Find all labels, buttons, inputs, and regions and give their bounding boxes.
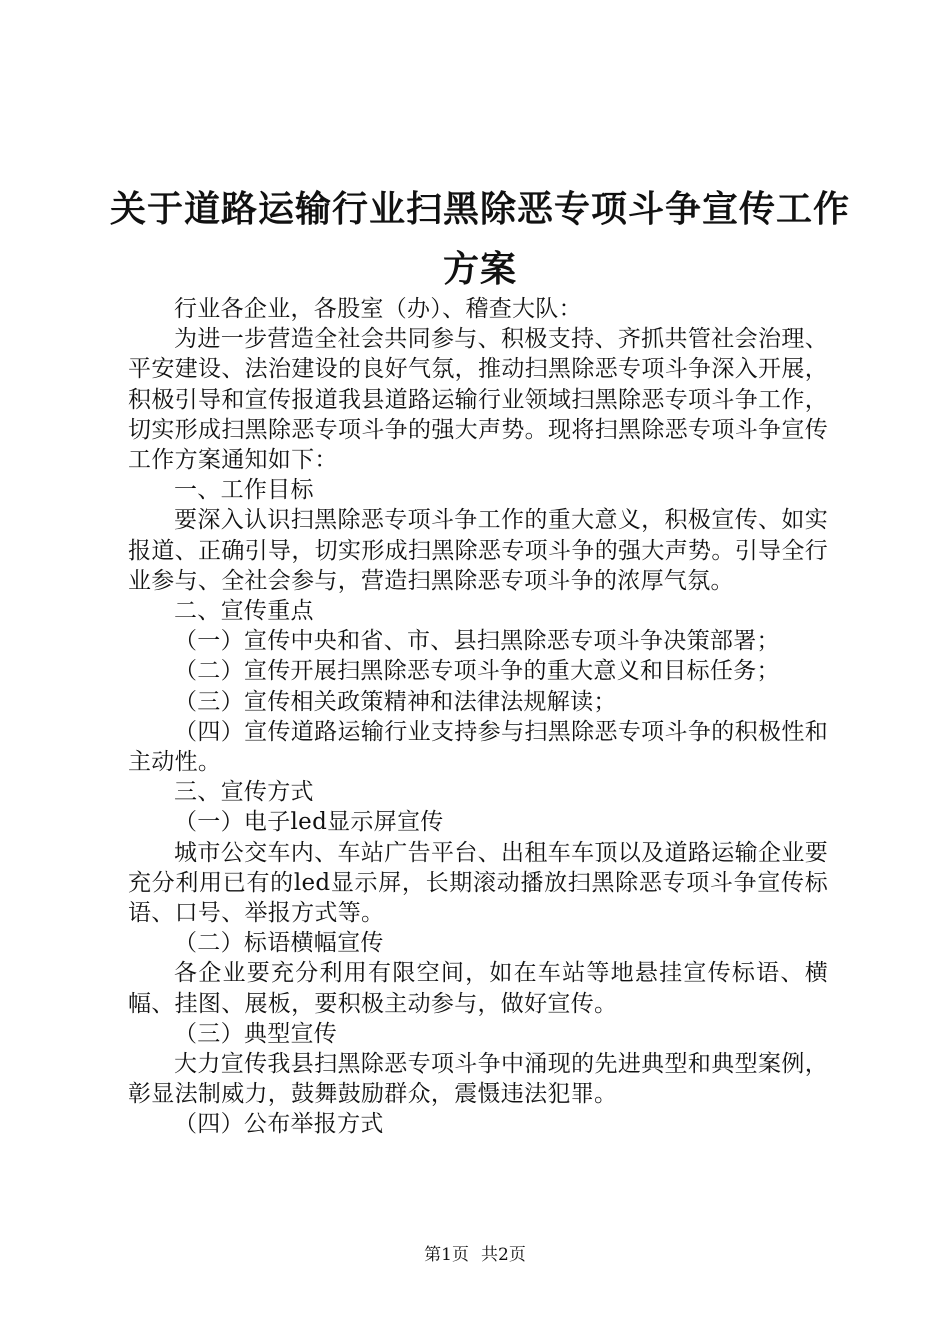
page-footer [0, 1244, 950, 1266]
salutation: 行业各企业，各股室（办）、稽查大队： [174, 296, 582, 322]
goals-paragraph: 要深入认识扫黑除恶专项斗争工作的重大意义，积极宣传、如实报道、正确引导，切实形成扫黑除恶专项斗争的强大声势。引导全行业参与、全社会参与，营造扫黑除恶专项斗争的浓厚气氛。 [128, 507, 828, 594]
method-heading-banner: （二）标语横幅宣传 [174, 930, 384, 957]
document-title-line-2: 方案 [442, 249, 517, 290]
method-heading-typical: （三）典型宣传 [174, 1020, 338, 1047]
method-heading-led: （一）电子led显示屏宣传 [174, 809, 444, 836]
focus-item-2: （二）宣传开展扫黑除恶专项斗争的重大意义和目标任务； [174, 658, 780, 685]
method-typical-paragraph: 大力宣传我县扫黑除恶专项斗争中涌现的先进典型和典型案例，彰显法制威力，鼓舞鼓励群众，震慑违法犯罪。 [128, 1051, 828, 1108]
page-number-total: 共2页 [481, 1245, 526, 1265]
focus-item-3: （三）宣传相关政策精神和法律法规解读； [174, 688, 617, 715]
method-banner-paragraph: 各企业要充分利用有限空间，如在车站等地悬挂宣传标语、横幅、挂图、展板，要积极主动参与，做好宣传。 [128, 960, 828, 1017]
section-heading-methods: 三、宣传方式 [174, 779, 314, 806]
document-body [128, 294, 828, 1140]
page-number-current: 第1页 [424, 1245, 469, 1265]
method-led-paragraph: 城市公交车内、车站广告平台、出租车车顶以及道路运输企业要充分利用已有的led显示屏，长期滚动播放扫黑除恶专项斗争宣传标语、口号、举报方式等。 [128, 839, 828, 927]
focus-item-1: （一）宣传中央和省、市、县扫黑除恶专项斗争决策部署； [174, 628, 780, 655]
intro-paragraph: 为进一步营造全社会共同参与、积极支持、齐抓共管社会治理、平安建设、法治建设的良好气氛，推动扫黑除恶专项斗争深入开展，积极引导和宣传报道我县道路运输行业领域扫黑除恶专项斗争工作，切实形成扫黑除恶专项斗争的强大声势。现将扫黑除恶专项斗争宣传工作方案通知如下： [128, 326, 828, 474]
method-heading-report: （四）公布举报方式 [174, 1111, 384, 1138]
section-heading-goals: 一、工作目标 [174, 477, 314, 504]
section-heading-focus: 二、宣传重点 [174, 598, 314, 625]
focus-item-4: （四）宣传道路运输行业支持参与扫黑除恶专项斗争的积极性和主动性。 [128, 718, 828, 776]
document-title-line-1: 关于道路运输行业扫黑除恶专项斗争宣传工作 [109, 189, 850, 230]
